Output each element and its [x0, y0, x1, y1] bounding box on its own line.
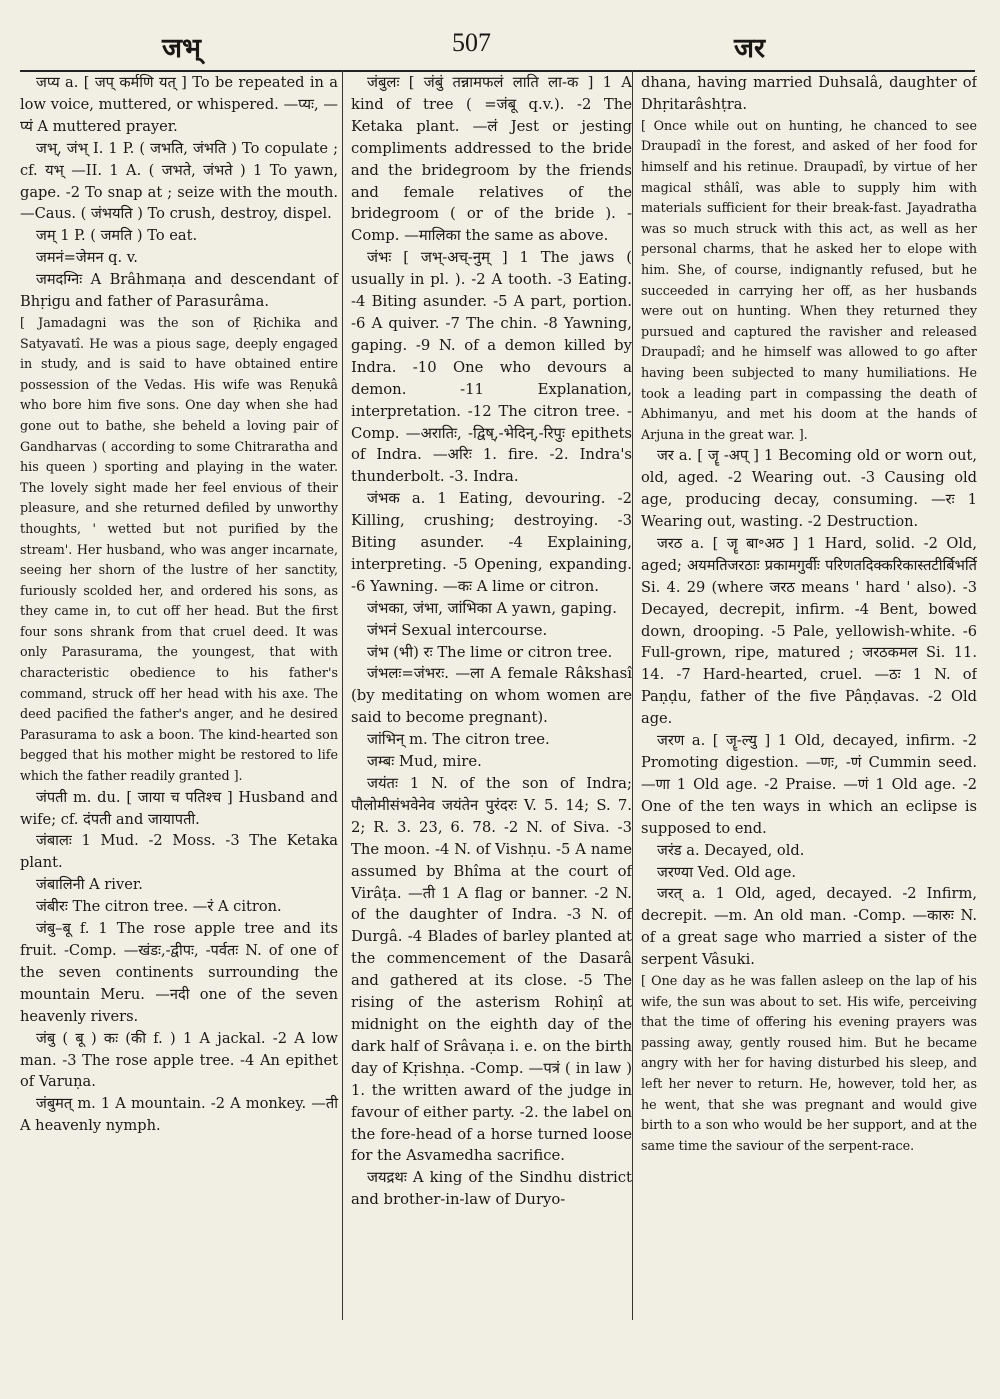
dictionary-entry: जंभका, जंभा, जांभिका A yawn, gaping. [367, 599, 617, 617]
dictionary-entry: जरत् a. 1 Old, aged, decayed. -2 Infirm, decrepit. —m. An old man. -Comp. —कारुः N. of a great sage who married a sister of the serpent Vâsuki. [641, 885, 977, 969]
dictionary-entry: जयंतः 1 N. of the son of Indra; पौलोमीसंभवेनेव जयंतेन पुरंदरः V. 5. 14; S. 7. 2; R. 3. 23, 6. 78. -2 N. of Siva. -3 The moon. -4 N. of Vishṇu. -5 A name assumed by Bhîma at the court of Virâṭa. —ती 1 A flag or banner. -2 N. of the daughter of Indra. -3 N. of Durgâ. -4 Blades of barley planted at the commencement of the Dasarâ and gathered at its close. -5 The rising of the asterism Rohiṇî at midnight on the eighth day of the dark half of Srâvaṇa i. e. on the birth day of Kṛishṇa. -Comp. —पत्रं ( in law ) 1. the written award of the judge in favour of either party. -2. the label on the fore-head of a horse turned loose for the Asvamedha sacrifice. [351, 775, 632, 1165]
dictionary-entry: जमदग्निः A Brâhmaṇa and descendant of Bhṛigu and father of Parasurâma. [20, 271, 338, 311]
dictionary-entry: जरंड a. Decayed, old. [657, 841, 805, 859]
dictionary-entry: जंबीरः The citron tree. —रं A citron. [36, 898, 282, 916]
dictionary-entry: dhana, having married Duhsalâ, daughter of Dhṛitarâshṭra. [641, 74, 977, 113]
left-running-headword: जभ् [162, 33, 202, 64]
dictionary-entry: जंबुमत् m. 1 A mountain. -2 A monkey. —ती A heavenly nymph. [20, 1095, 338, 1135]
dictionary-entry: जंभलः=जंभरः. —ला A female Râkshasî (by meditating on whom women are said to become pregnant). [351, 665, 632, 727]
dictionary-entry: जमनं=जेमन q. v. [36, 249, 138, 267]
page-number: 507 [452, 28, 491, 57]
entry-note: [ Jamadagni was the son of Ṛichika and Satyavatî. He was a pious sage, deeply engaged in study, and is said to have obtained entire possession of the Vedas. His wife was Reṇukâ who bore him five sons. One day when she had gone out to bathe, she beheld a loving pair of Gandharvas ( according to some Chitraratha and his queen ) sporting and playing in the water. The lovely sight made her feel envious of their pleasure, and she returned defiled by unworthy thoughts, ' wetted but not purified by the stream'. Her husband, who was anger incarnate, seeing her shorn of the lustre of her sanctity, furiously scolded her, and ordered his sons, as they came in, to cut off her head. But the first four sons shrank from that cruel deed. It was only Parasurama, the youngest, that with characteristic obedience to his father's command, struck off her head with his axe. The deed pacified the father's anger, and he desired Parasurama to ask a boon. The kind-hearted son begged that his mother might be restored to life which the father readily granted ]. [20, 314, 338, 784]
column-2 [342, 70, 632, 1320]
dictionary-entry: जरण a. [ जॄ-ल्यु ] 1 Old, decayed, infirm. -2 Promoting digestion. —णः, -णं Cummin seed. —णा 1 Old age. -2 Praise. —णं 1 Old age. -2 One of the ten ways in which an eclipse is supposed to end. [641, 732, 977, 837]
dictionary-entry: जयद्रथः A king of the Sindhu district and brother-in-law of Duryo- [351, 1169, 632, 1209]
dictionary-entry: जंपती m. du. [ जाया च पतिश्च ] Husband and wife; cf. दंपती and जायापती. [20, 788, 338, 828]
right-running-headword: जर [734, 33, 766, 64]
dictionary-entry: जम्बः Mud, mire. [367, 753, 482, 771]
dictionary-entry: जंबालः 1 Mud. -2 Moss. -3 The Ketaka plant. [20, 832, 338, 872]
dictionary-entry: जंबुलः [ जंबुं तन्नामफलं लाति ला-क ] 1 A kind of tree ( =जंबू q.v.). -2 The Ketaka plant. —लं Jest or jesting compliments addressed to the bride and the bridegroom by the friends and female relatives of the bridegroom ( or of the bride ). -Comp. —मालिका the same as above. [351, 74, 632, 245]
entry-note: [ Once while out on hunting, he chanced to see Draupadî in the forest, and asked of her food for himself and his retinue. Draupadî, by virtue of her magical sthâlî, was able to supply him with materials sufficient for their break-fast. Jayadratha was so much struck with this act, as well as her personal charms, that he asked her to elope with him. She, of course, indignantly refused, but he succeeded in carrying her off, as her husbands were out on hunting. When they returned they pursued and captured the ravisher and released Draupadî; and he himself was allowed to go after having been subjected to many humiliations. He took a leading part in compassing the death of Abhimanyu, and met his doom at the hands of Arjuna in the great war. ]. [641, 117, 977, 442]
column-1 [20, 70, 342, 1320]
dictionary-entry: जंबालिनी A river. [36, 876, 143, 894]
dictionary-entry: जप्य a. [ जप् कर्मणि यत् ] To be repeated in a low voice, muttered, or whispered. —प्यः, —प्यं A muttered prayer. [20, 74, 338, 135]
running-header [0, 22, 1000, 70]
dictionary-entry: जंबु ( बू ) कः (की f. ) 1 A jackal. -2 A low man. -3 The rose apple tree. -4 An epithet of Varuṇa. [20, 1029, 338, 1091]
dictionary-entry: जांभिन् m. The citron tree. [367, 731, 550, 749]
dictionary-entry: जरठ a. [ जॄ बा॰अठ ] 1 Hard, solid. -2 Old, aged; अयमतिजरठाः प्रकामगुर्वीः परिणतदिक्करिकास्तटीर्बिभर्ति Si. 4. 29 (where जरठ means ' hard ' also). -3 Decayed, decrepit, infirm. -4 Bent, bowed down, drooping. -5 Pale, yellowish-white. -6 Full-grown, ripe, matured ; जरठकमल Si. 11. 14. -7 Hard-hearted, cruel. —ठः 1 N. of Paṇḍu, father of the five Pâṇḍavas. -2 Old age. [641, 534, 977, 728]
dictionary-entry: जभ्, जंभ् I. 1 P. ( जभति, जंभति ) To copulate ; cf. यभ् —II. 1 A. ( जभते, जंभते ) 1 To yawn, gape. -2 To snap at ; seize with the mouth. —Caus. ( जंभयति ) To crush, destroy, dispel. [20, 139, 338, 223]
dictionary-entry: जम् 1 P. ( जमति ) To eat. [36, 227, 198, 245]
dictionary-entry: जंभक a. 1 Eating, devouring. -2 Killing, crushing; destroying. -3 Biting asunder. -4 Explaining, interpreting. -5 Opening, expanding. -6 Yawning. —कः A lime or citron. [351, 490, 632, 595]
dictionary-entry: जंभः [ जभ्-अच्-नुम् ] 1 The jaws ( usually in pl. ). -2 A tooth. -3 Eating. -4 Biting asunder. -5 A part, portion. -6 A quiver. -7 The chin. -8 Yawning, gaping. -9 N. of a demon killed by Indra. -10 One who devours a demon. -11 Explanation, interpretation. -12 The citron tree. -Comp. —अरातिः, -द्विष्,-भेदिन्,-रिपुः epithets of Indra. —अरिः 1. fire. -2. Indra's thunderbolt. -3. Indra. [351, 249, 632, 486]
entry-note: [ One day as he was fallen asleep on the lap of his wife, the sun was about to set. His wife, perceiving that the time of offering his evening prayers was passing away, gently roused him. But he became angry with her for having disturbed his sleep, and left her never to return. He, however, told her, as he went, that she was pregnant and would give birth to a son who would be her support, and at the same time the saviour of the serpent-race. [641, 973, 977, 1153]
dictionary-entry: जंबु–बू f. 1 The rose apple tree and its fruit. -Comp. —खंडः,-द्वीपः, -पर्वतः N. of one of the seven continents surrounding the mountain Meru. —नदी one of the seven heavenly rivers. [20, 920, 338, 1025]
column-3 [632, 70, 977, 1320]
dictionary-entry: जंभनं Sexual intercourse. [367, 621, 548, 639]
dictionary-entry: जंभ (भी) रः The lime or citron tree. [367, 643, 613, 661]
dictionary-entry: जरण्या Ved. Old age. [657, 863, 796, 881]
dictionary-entry: जर a. [ जॄ -अप् ] 1 Becoming old or worn out, old, aged. -2 Wearing out. -3 Causing old age, producing decay, consuming. —रः 1 Wearing out, wasting. -2 Destruction. [641, 447, 977, 531]
